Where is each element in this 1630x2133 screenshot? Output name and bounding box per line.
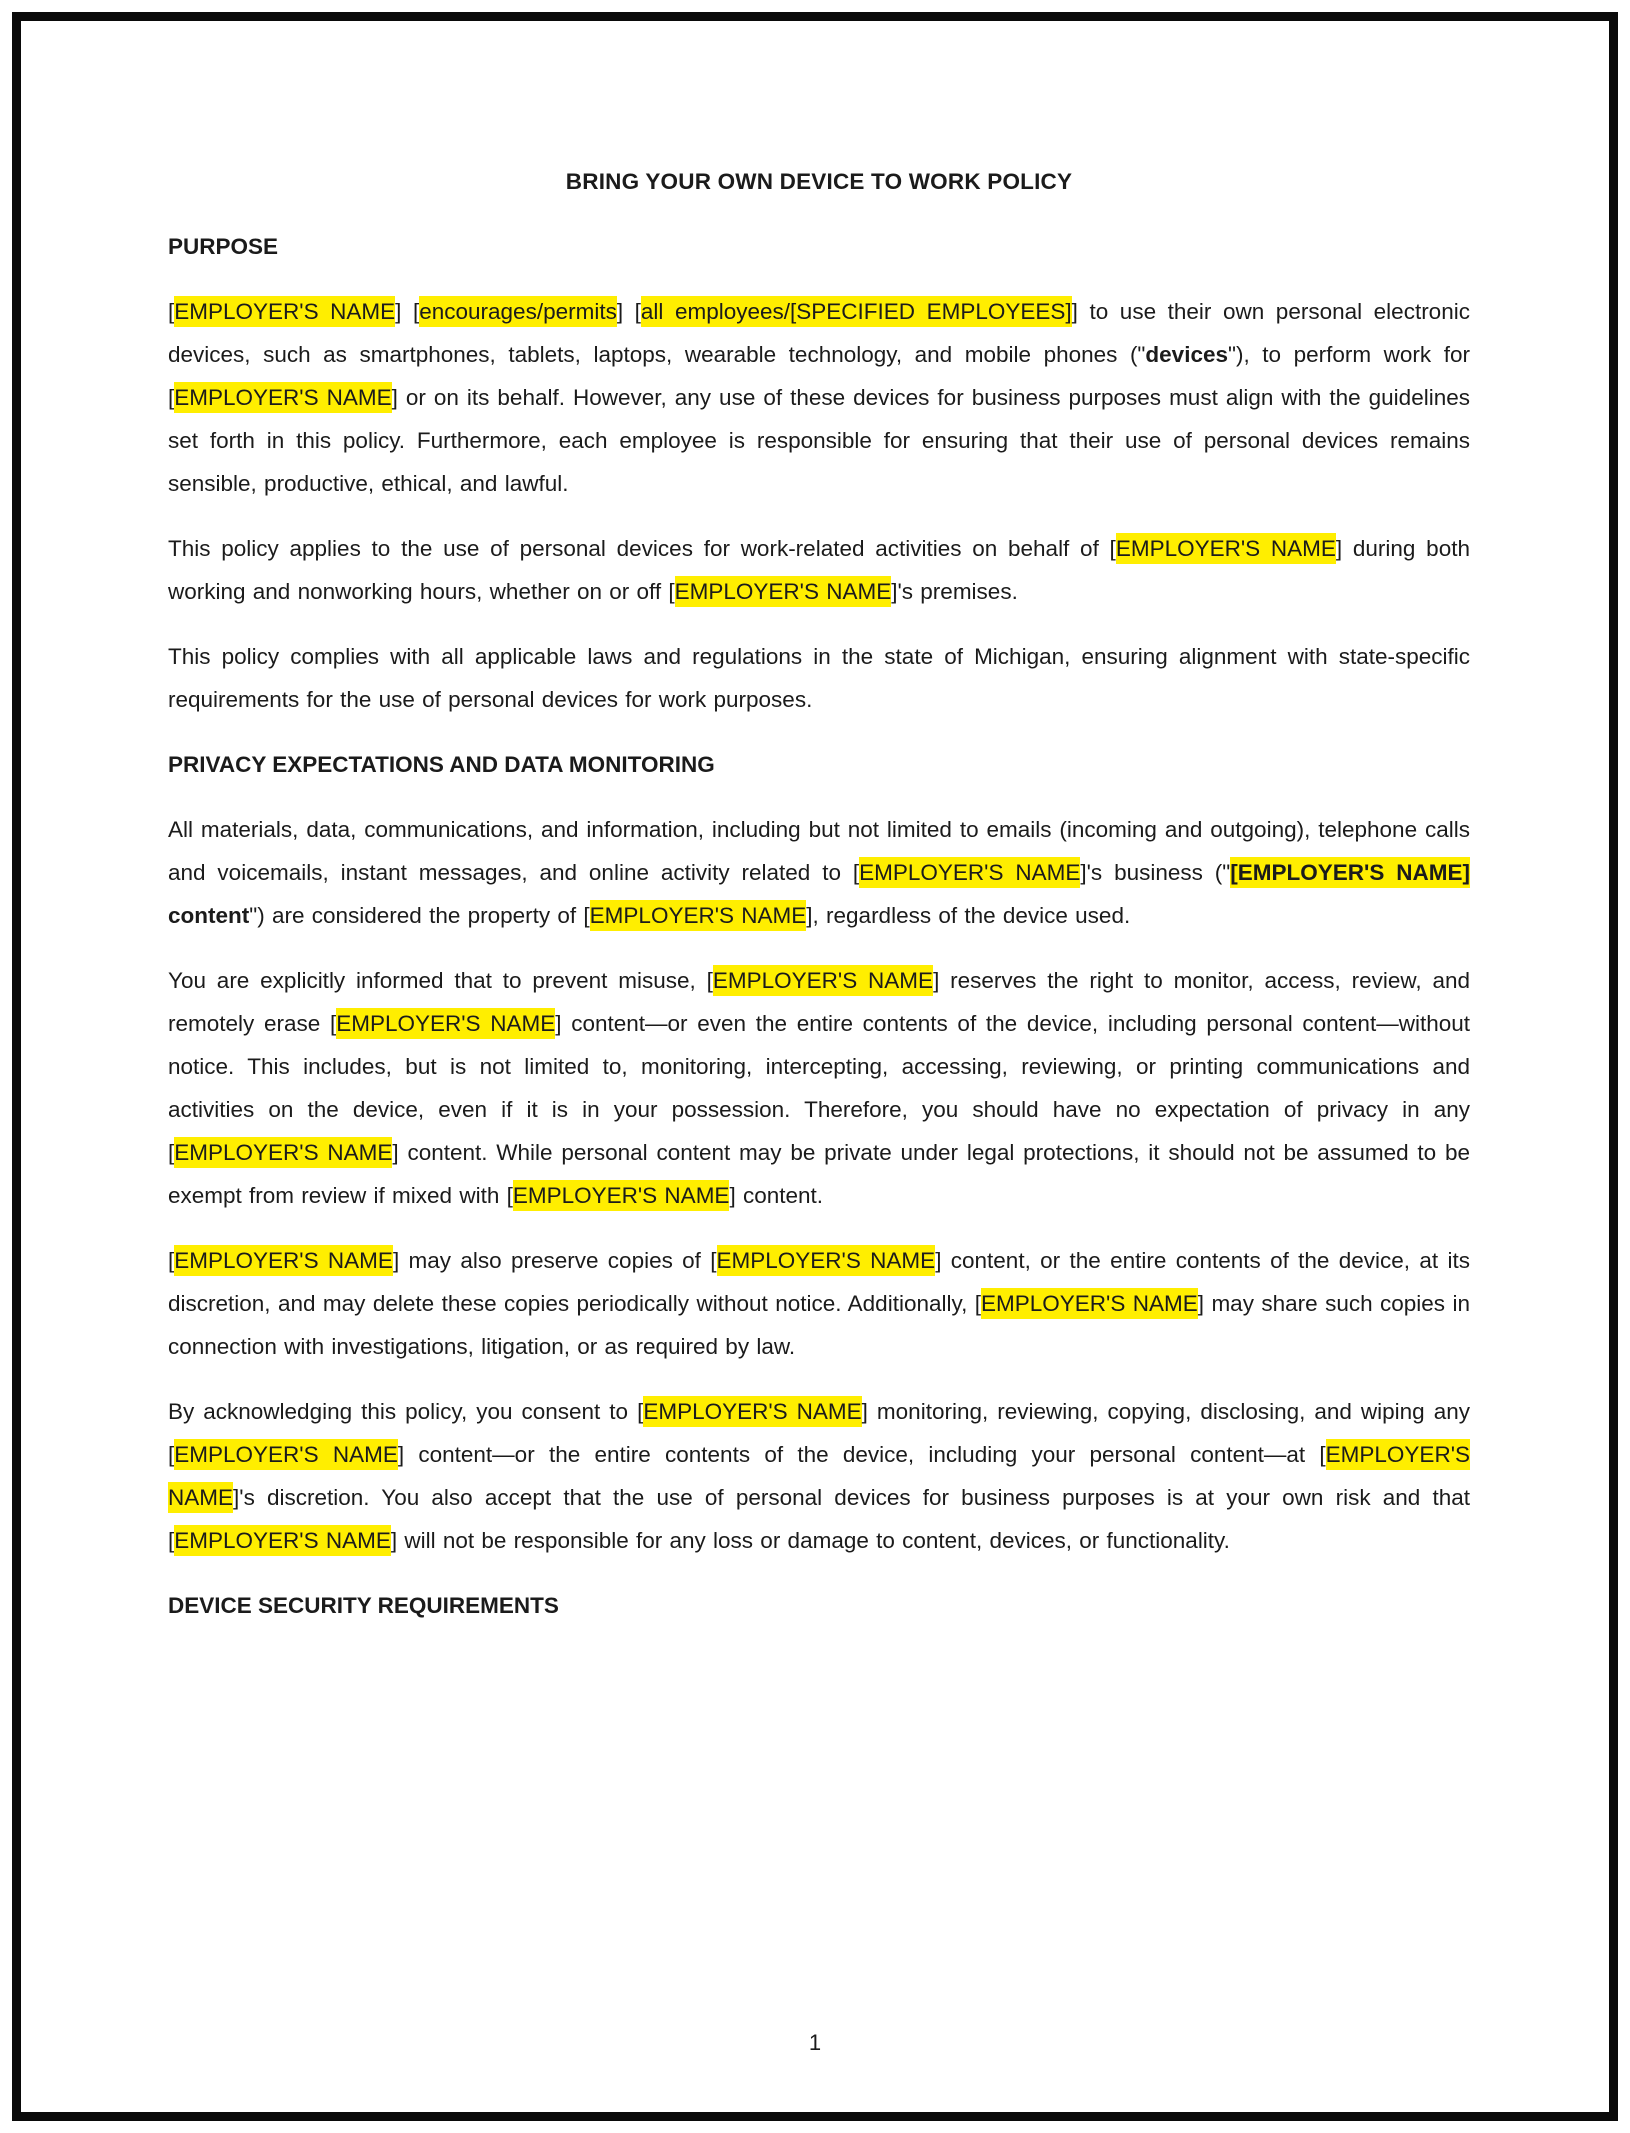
text-run: ] or on its behalf. However, any use of these devices for business purposes must align with the guidelines set forth in this policy. Furthermore, each employee is responsible for ensuring that their use of personal devices remains sensible, productive, ethical, and lawful.: [168, 385, 1470, 496]
paragraph: [168, 1390, 1470, 1562]
text-run: ] content. While personal content may be private under legal protections, it should not be assumed to be exempt from review if mixed with [: [168, 1140, 1470, 1208]
text-run: "), to perform work for [: [168, 342, 1470, 410]
text-run: ] may share such copies in connection with investigations, litigation, or as required by law.: [168, 1291, 1470, 1359]
section-heading: PRIVACY EXPECTATIONS AND DATA MONITORING: [168, 752, 715, 777]
section-heading: DEVICE SECURITY REQUIREMENTS: [168, 1593, 559, 1618]
highlighted-placeholder: all employees/[SPECIFIED EMPLOYEES]: [641, 296, 1072, 327]
highlighted-placeholder: EMPLOYER'S NAME: [981, 1288, 1198, 1319]
document-blocks: [168, 225, 1470, 1627]
text-run: By acknowledging this policy, you consent to [: [168, 1399, 644, 1424]
text-run: ] content.: [729, 1183, 824, 1208]
highlighted-placeholder: EMPLOYER'S NAME: [675, 576, 892, 607]
highlighted-placeholder: encourages/permits: [419, 296, 617, 327]
highlighted-placeholder: EMPLOYER'S NAME: [174, 382, 391, 413]
highlighted-placeholder: EMPLOYER'S NAME: [174, 1525, 391, 1556]
highlighted-placeholder: EMPLOYER'S NAME: [590, 900, 807, 931]
text-run: ] content—or even the entire contents of the device, including personal content—without notice. This includes, but is not limited to, monitoring, intercepting, accessing, reviewing, or printing communications and activities on the device, even if it is in your possession. Therefore, you should have no expectation of privacy in any [: [168, 1011, 1470, 1165]
text-run: devices: [1145, 342, 1228, 367]
highlighted-placeholder: [EMPLOYER'S NAME]: [1230, 857, 1470, 888]
paragraph: [168, 635, 1470, 721]
text-run: ] during both working and nonworking hours, whether on or off [: [168, 536, 1470, 604]
text-run: This policy complies with all applicable laws and regulations in the state of Michigan, ensuring alignment with state-specific requirements for the use of personal devices for work purposes.: [168, 644, 1470, 712]
text-run: ] reserves the right to monitor, access, review, and remotely erase [: [168, 968, 1470, 1036]
text-run: ]'s discretion. You also accept that the use of personal devices for business purposes is at your own risk and that [: [168, 1485, 1470, 1553]
highlighted-placeholder: EMPLOYER'S NAME: [174, 296, 395, 327]
highlighted-placeholder: EMPLOYER'S NAME: [859, 857, 1080, 888]
text-run: ] [: [395, 299, 420, 324]
text-run: ] [: [616, 299, 641, 324]
highlighted-placeholder: EMPLOYER'S NAME: [174, 1245, 393, 1276]
text-run: [: [168, 299, 175, 324]
text-run: ] monitoring, reviewing, copying, disclosing, and wiping any [: [168, 1399, 1470, 1467]
text-run: [: [168, 1248, 175, 1273]
paragraph: [168, 1239, 1470, 1368]
highlighted-placeholder: EMPLOYER'S NAME: [513, 1180, 730, 1211]
text-run: ] will not be responsible for any loss or damage to content, devices, or functionality.: [390, 1528, 1230, 1553]
highlighted-placeholder: EMPLOYER'S NAME: [643, 1396, 861, 1427]
highlighted-placeholder: EMPLOYER'S NAME: [1116, 533, 1336, 564]
text-run: ] content, or the entire contents of the device, at its discretion, and may delete these copies periodically without notice. Additionally, [: [168, 1248, 1470, 1316]
page-number: 1: [808, 2030, 822, 2055]
text-run: ] may also preserve copies of [: [392, 1248, 717, 1273]
paragraph: [168, 959, 1470, 1217]
highlighted-placeholder: EMPLOYER'S NAME: [168, 1439, 1470, 1513]
highlighted-placeholder: EMPLOYER'S NAME: [174, 1137, 392, 1168]
paragraph: [168, 527, 1470, 613]
paragraph: [168, 290, 1470, 505]
highlighted-placeholder: EMPLOYER'S NAME: [717, 1245, 936, 1276]
highlighted-placeholder: EMPLOYER'S NAME: [713, 965, 933, 996]
text-run: ") are considered the property of [: [249, 903, 590, 928]
text-run: ] content—or the entire contents of the device, including your personal content—at [: [397, 1442, 1326, 1467]
text-run: You are explicitly informed that to prevent misuse, [: [168, 968, 713, 993]
text-run: ]'s premises.: [891, 579, 1018, 604]
highlighted-placeholder: EMPLOYER'S NAME: [174, 1439, 398, 1470]
text-run: ]'s business (": [1080, 860, 1231, 885]
section-heading: PURPOSE: [168, 234, 279, 259]
paragraph: [168, 808, 1470, 937]
text-run: content: [168, 903, 250, 928]
text-run: This policy applies to the use of personal devices for work-related activities on behalf of [: [168, 536, 1116, 561]
text-run: ] to use their own personal electronic devices, such as smartphones, tablets, laptops, wearable technology, and mobile phones (": [168, 299, 1470, 367]
document-title: BRING YOUR OWN DEVICE TO WORK POLICY: [565, 169, 1073, 194]
text-run: All materials, data, communications, and information, including but not limited to emails (incoming and outgoing), telephone calls and voicemails, instant messages, and online activity related to [: [168, 817, 1470, 885]
highlighted-placeholder: EMPLOYER'S NAME: [336, 1008, 555, 1039]
text-run: ], regardless of the device used.: [806, 903, 1131, 928]
